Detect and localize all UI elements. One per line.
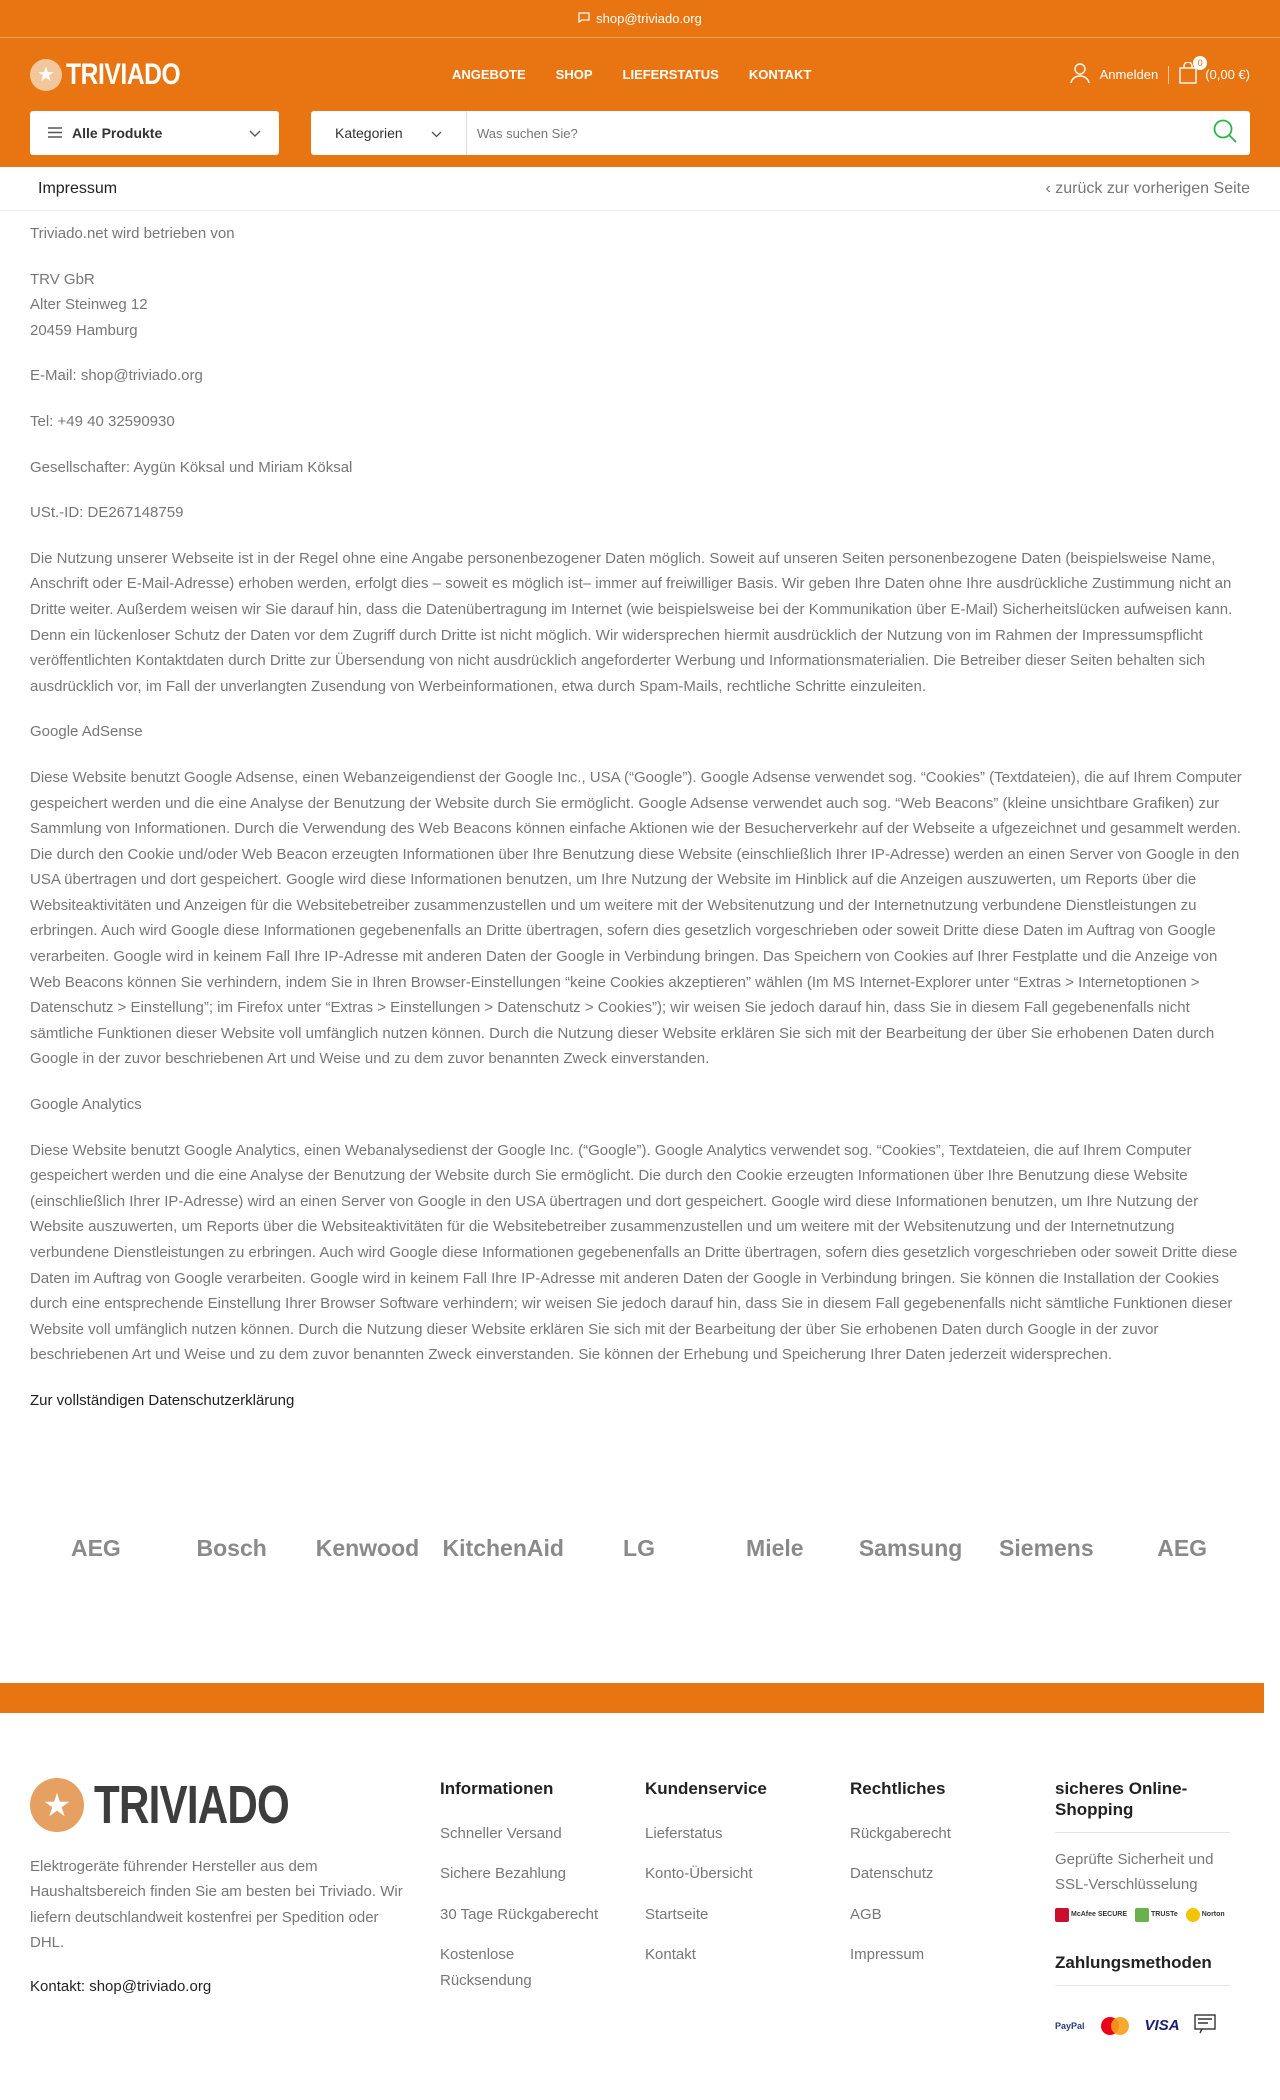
footer-link[interactable]: Impressum bbox=[850, 1946, 925, 1964]
adsense-text: Diese Website benutzt Google Adsense, einen Webanzeigendienst der Google Inc., USA (“Google”). Google Adsense verwendet sog. “Cookies” (Textdateien), die auf Ihrem Computer gespeichert werden und die eine Analyse der Benutzung der Website durch Sie ermöglicht. Google Adsense verwendet auch sog. “Web Beacons” (kleine unsichtbare Grafiken) zur Sammlung von Informationen. Durch die Verwendung des Web Beacons können einfache Aktionen wie der Besucherverkehr auf der Webseite a ufgezeichnet und gesammelt werden. Die durch den Cookie und/oder Web Beacon erzeugten Informationen über Ihre Benutzung diese Website (einschließlich Ihrer IP-Adresse) werden an einen Server von Google in den USA übertragen und dort gespeichert. Google wird diese Informationen benutzen, um Ihre Nutzung der Website im Hinblick auf die Anzeigen auszuwerten, um Reports über die Websiteaktivitäten und Anzeigen für die Websitebetreiber zusammenzustellen und um weitere mit der Websitenutzung und der Internetnutzung verbundene Dienstleistungen zu erbringen. Auch wird Google diese Informationen gegebenenfalls an Dritte übertragen, sofern dies gesetzlich vorgeschrieben oder soweit Dritte diese Daten im Auftrag von Google verarbeiten. Google wird in keinem Fall Ihre IP-Adresse mit anderen Daten der Google in Verbindung bringen. Das Speichern von Cookies auf Ihrer Festplatte und die Anzeige von Web Beacons können Sie verhindern, indem Sie in Ihren Browser-Einstellungen “keine Cookies akzeptieren” wählen (Im MS Internet-Explorer unter “Extras > Internetoptionen > Datenschutz > Einstellung”; im Firefox unter “Extras > Einstellungen > Datenschutz > Cookies”); wir weisen Sie jedoch darauf hin, dass Sie in diesem Fall gegebenenfalls nicht sämtliche Funktionen dieser Website voll umfänglich nutzen können. Durch die Nutzung dieser Website erklären Sie sich mit der Bearbeitung der über Sie erhobenen Daten durch Google in der zuvor beschriebenen Art und Weise und zu dem zuvor benannten Zweck einverstanden. bbox=[30, 768, 1242, 1068]
address-line: TRV GbR bbox=[30, 270, 95, 288]
cart-button[interactable] bbox=[1179, 58, 1250, 87]
mastercard-logo bbox=[1099, 2016, 1131, 2036]
footer-column-kundenservice bbox=[645, 1774, 850, 2093]
norton-badge-label: Norton bbox=[1201, 1911, 1225, 1919]
login-link[interactable]: Anmelden bbox=[1099, 67, 1159, 82]
impressum-content bbox=[0, 211, 1280, 1414]
truste-badge-label: TRUSTe bbox=[1151, 1911, 1178, 1919]
nav-lieferstatus[interactable]: LIEFERSTATUS bbox=[622, 67, 719, 82]
brand-logo-kenwood[interactable]: Kenwood bbox=[315, 1535, 420, 1562]
footer-link[interactable]: Rückgaberecht bbox=[850, 1824, 951, 1842]
email-text: E-Mail: shop@triviado.org bbox=[30, 367, 203, 385]
check-icon bbox=[1186, 1908, 1200, 1922]
back-link-label: zurück zur vorherigen Seite bbox=[1055, 179, 1250, 197]
brand-logo-miele[interactable]: Miele bbox=[746, 1535, 804, 1562]
partners-text: Gesellschafter: Aygün Köksal und Miriam Köksal bbox=[30, 458, 353, 476]
search-row bbox=[0, 111, 1280, 167]
payment-logos bbox=[1055, 2014, 1230, 2038]
brand-logo-siemens[interactable]: Siemens bbox=[999, 1535, 1094, 1562]
brand-logo-samsung[interactable]: Samsung bbox=[858, 1535, 963, 1562]
intro-text: Triviado.net wird betrieben von bbox=[30, 225, 235, 242]
star-icon: ★ bbox=[30, 1778, 84, 1832]
header-actions bbox=[1070, 38, 1250, 111]
footer-link[interactable]: 30 Tage Rückgaberecht bbox=[440, 1905, 599, 1923]
all-products-label: Alle Produkte bbox=[72, 125, 163, 141]
footer-contact[interactable]: Kontakt: shop@triviado.org bbox=[30, 1977, 212, 1995]
footer-logo[interactable] bbox=[30, 1774, 440, 1836]
visa-logo: VISA bbox=[1144, 2017, 1180, 2035]
all-products-dropdown[interactable] bbox=[30, 111, 279, 155]
footer-column-title: Kundenservice bbox=[645, 1778, 767, 1798]
privacy-policy-link[interactable]: Zur vollständigen Datenschutzerklärung bbox=[30, 1391, 295, 1409]
footer-link[interactable]: AGB bbox=[850, 1905, 882, 1923]
footer-link[interactable]: Kontakt bbox=[645, 1946, 696, 1964]
analytics-heading: Google Analytics bbox=[30, 1096, 142, 1114]
footer-about bbox=[30, 1774, 440, 2093]
address-block bbox=[30, 267, 1250, 344]
footer-link[interactable]: Schneller Versand bbox=[440, 1824, 562, 1842]
secure-shopping-text: Geprüfte Sicherheit und SSL-Verschlüsselung bbox=[1055, 1850, 1214, 1894]
mail-icon bbox=[578, 11, 590, 26]
adsense-heading: Google AdSense bbox=[30, 723, 143, 741]
mcafee-badge-label: McAfee SECURE bbox=[1071, 1911, 1128, 1919]
main-nav bbox=[452, 38, 811, 111]
header bbox=[0, 38, 1280, 111]
shield-icon bbox=[1055, 1908, 1069, 1922]
top-bar-email[interactable]: shop@triviado.org bbox=[596, 11, 702, 26]
footer-column-title: Informationen bbox=[440, 1778, 554, 1798]
brand-logo-aeg[interactable]: AEG bbox=[1157, 1535, 1208, 1562]
footer-link[interactable]: Kostenlose Rücksendung bbox=[440, 1946, 532, 1989]
footer-divider-band bbox=[0, 1683, 1264, 1713]
nav-kontakt[interactable]: KONTAKT bbox=[748, 67, 812, 82]
top-bar bbox=[0, 0, 1280, 38]
footer-link[interactable]: Lieferstatus bbox=[645, 1824, 723, 1842]
phone-text: Tel: +49 40 32590930 bbox=[30, 412, 175, 430]
search-button[interactable] bbox=[1200, 111, 1250, 155]
brand-logo-bosch[interactable]: Bosch bbox=[196, 1535, 267, 1562]
cart-total: (0,00 €) bbox=[1205, 67, 1250, 82]
payment-title: Zahlungsmethoden bbox=[1055, 1952, 1230, 1986]
footer-link[interactable]: Sichere Bezahlung bbox=[440, 1865, 566, 1883]
footer-security bbox=[1055, 1774, 1230, 2093]
search-box bbox=[311, 111, 1250, 155]
norton-badge bbox=[1186, 1908, 1225, 1922]
footer-link[interactable]: Konto-Übersicht bbox=[645, 1865, 753, 1883]
category-select[interactable] bbox=[311, 111, 467, 155]
trust-badges bbox=[1055, 1908, 1230, 1922]
vat-text: USt.-ID: DE267148759 bbox=[30, 504, 184, 522]
mcafee-badge bbox=[1055, 1908, 1127, 1922]
disclaimer-text: Die Nutzung unserer Webseite ist in der Regel ohne eine Angabe personenbezogener Daten möglich. Soweit auf unseren Seiten personenbezogene Daten (beispielsweise Name, Anschrift oder E-Mail-Adresse) erhoben werden, erfolgt dies – soweit es möglich ist– immer auf freiwilliger Basis. Wir geben Ihre Daten ohne Ihre ausdrückliche Zustimmung nicht an Dritte weiter. Außerdem weisen wir Sie darauf hin, dass die Datenübertragung im Internet (wie beispielsweise bei der Kommunikation über E-Mail) Sicherheitslücken aufweisen kann. Denn ein lückenloser Schutz der Daten vor dem Zugriff durch Dritte ist nicht möglich. Wir widersprechen hiermit ausdrücklich der Nutzung von im Rahmen der Impressumspflicht veröffentlichten Kontaktdaten durch Dritte zur Übersendung von nicht ausdrücklich angeforderter Werbung und Informationsmaterialien. Die Betreiber dieser Seiten behalten sich ausdrücklich vor, im Fall der unverlangten Zusendung von Werbeinformationen, etwa durch Spam-Mails, rechtliche Schritte einzuleiten. bbox=[30, 549, 1233, 695]
payment-section bbox=[1055, 1952, 1230, 2038]
search-input[interactable] bbox=[467, 113, 1200, 153]
footer-column-title: Rechtliches bbox=[850, 1778, 946, 1798]
check-icon bbox=[1135, 1908, 1149, 1922]
breadcrumb bbox=[0, 167, 1280, 211]
category-label: Kategorien bbox=[335, 125, 403, 141]
footer bbox=[0, 1713, 1280, 2093]
brand-carousel bbox=[0, 1484, 1280, 1614]
truste-badge bbox=[1135, 1908, 1178, 1922]
brand-logo-kitchenaid[interactable]: KitchenAid bbox=[442, 1535, 564, 1562]
star-icon: ★ bbox=[30, 59, 62, 91]
user-icon[interactable] bbox=[1070, 62, 1090, 87]
header-divider bbox=[1168, 66, 1169, 84]
site-logo[interactable] bbox=[30, 58, 205, 92]
footer-column-informationen bbox=[440, 1774, 645, 2093]
page-title: Impressum bbox=[38, 179, 118, 197]
cart-count-badge: 0 bbox=[1193, 56, 1207, 70]
search-icon bbox=[1212, 118, 1238, 148]
brand-logo-aeg[interactable]: AEG bbox=[70, 1535, 121, 1562]
brand-logo-lg[interactable]: LG bbox=[623, 1535, 655, 1562]
menu-icon bbox=[48, 125, 62, 141]
footer-column-rechtliches bbox=[850, 1774, 1055, 2093]
footer-description: Elektrogeräte führender Hersteller aus dem Haushaltsbereich finden Sie am besten bei Triviado. Wir liefern deutschlandweit kostenfrei per Spedition oder DHL. bbox=[30, 1857, 403, 1952]
footer-link[interactable]: Startseite bbox=[645, 1905, 709, 1923]
footer-link[interactable]: Datenschutz bbox=[850, 1865, 934, 1883]
paypal-logo: PayPal bbox=[1055, 2020, 1085, 2031]
analytics-text: Diese Website benutzt Google Analytics, einen Webanalysedienst der Google Inc. (“Google”). Google Analytics verwendet sog. “Cookies”, Textdateien, die auf Ihrem Computer gespeichert werden und die eine Analyse der Benutzung der Website durch Sie ermöglicht. Die durch den Cookie erzeugten Informationen über Ihre Benutzung diese Website (einschließlich Ihrer IP-Adresse) wird an einen Server von Google in den USA übertragen und dort gespeichert. Google wird diese Informationen benutzen, um Ihre Nutzung der Website auszuwerten, um Reports über die Websiteaktivitäten für die Websitebetreiber zusammenzustellen und um weitere mit der Websitenutzung und der Internetnutzung verbundene Dienstleistungen zu erbringen. Auch wird Google diese Informationen gegebenenfalls an Dritte übertragen, sofern dies gesetzlich vorgeschrieben oder soweit Dritte diese Daten im Auftrag von Google verarbeiten. Google wird in keinem Fall Ihre IP-Adresse mit anderen Daten der Google in Verbindung bringen. Sie können die Installation der Cookies durch eine entsprechende Einstellung Ihrer Browser Software verhindern; wir weisen Sie jedoch darauf hin, dass Sie in diesem Fall gegebenenfalls nicht sämtliche Funktionen dieser Website voll umfänglich nutzen können. Durch die Nutzung dieser Website erklären Sie sich mit der Bearbeitung der über Sie erhobenen Daten durch Google in der zuvor beschriebenen Art und Weise und zu dem zuvor benannten Zweck einverstanden. Sie können der Erhebung und Speicherung Ihrer Daten jederzeit widersprechen. bbox=[30, 1141, 1238, 1364]
chevron-down-icon bbox=[431, 125, 442, 141]
logo-text: TRIVIADO bbox=[66, 57, 181, 91]
chevron-down-icon bbox=[249, 125, 261, 141]
back-link[interactable]: ‹ zurück zur vorherigen Seite bbox=[1045, 179, 1250, 197]
invoice-icon bbox=[1194, 2014, 1216, 2038]
secure-shopping-title: sicheres Online-Shopping bbox=[1055, 1778, 1230, 1833]
address-line: 20459 Hamburg bbox=[30, 321, 138, 339]
nav-angebote[interactable]: ANGEBOTE bbox=[452, 67, 526, 82]
nav-shop[interactable]: SHOP bbox=[555, 67, 593, 82]
footer-logo-text: TRIVIADO bbox=[94, 1774, 290, 1835]
address-line: Alter Steinweg 12 bbox=[30, 296, 148, 314]
